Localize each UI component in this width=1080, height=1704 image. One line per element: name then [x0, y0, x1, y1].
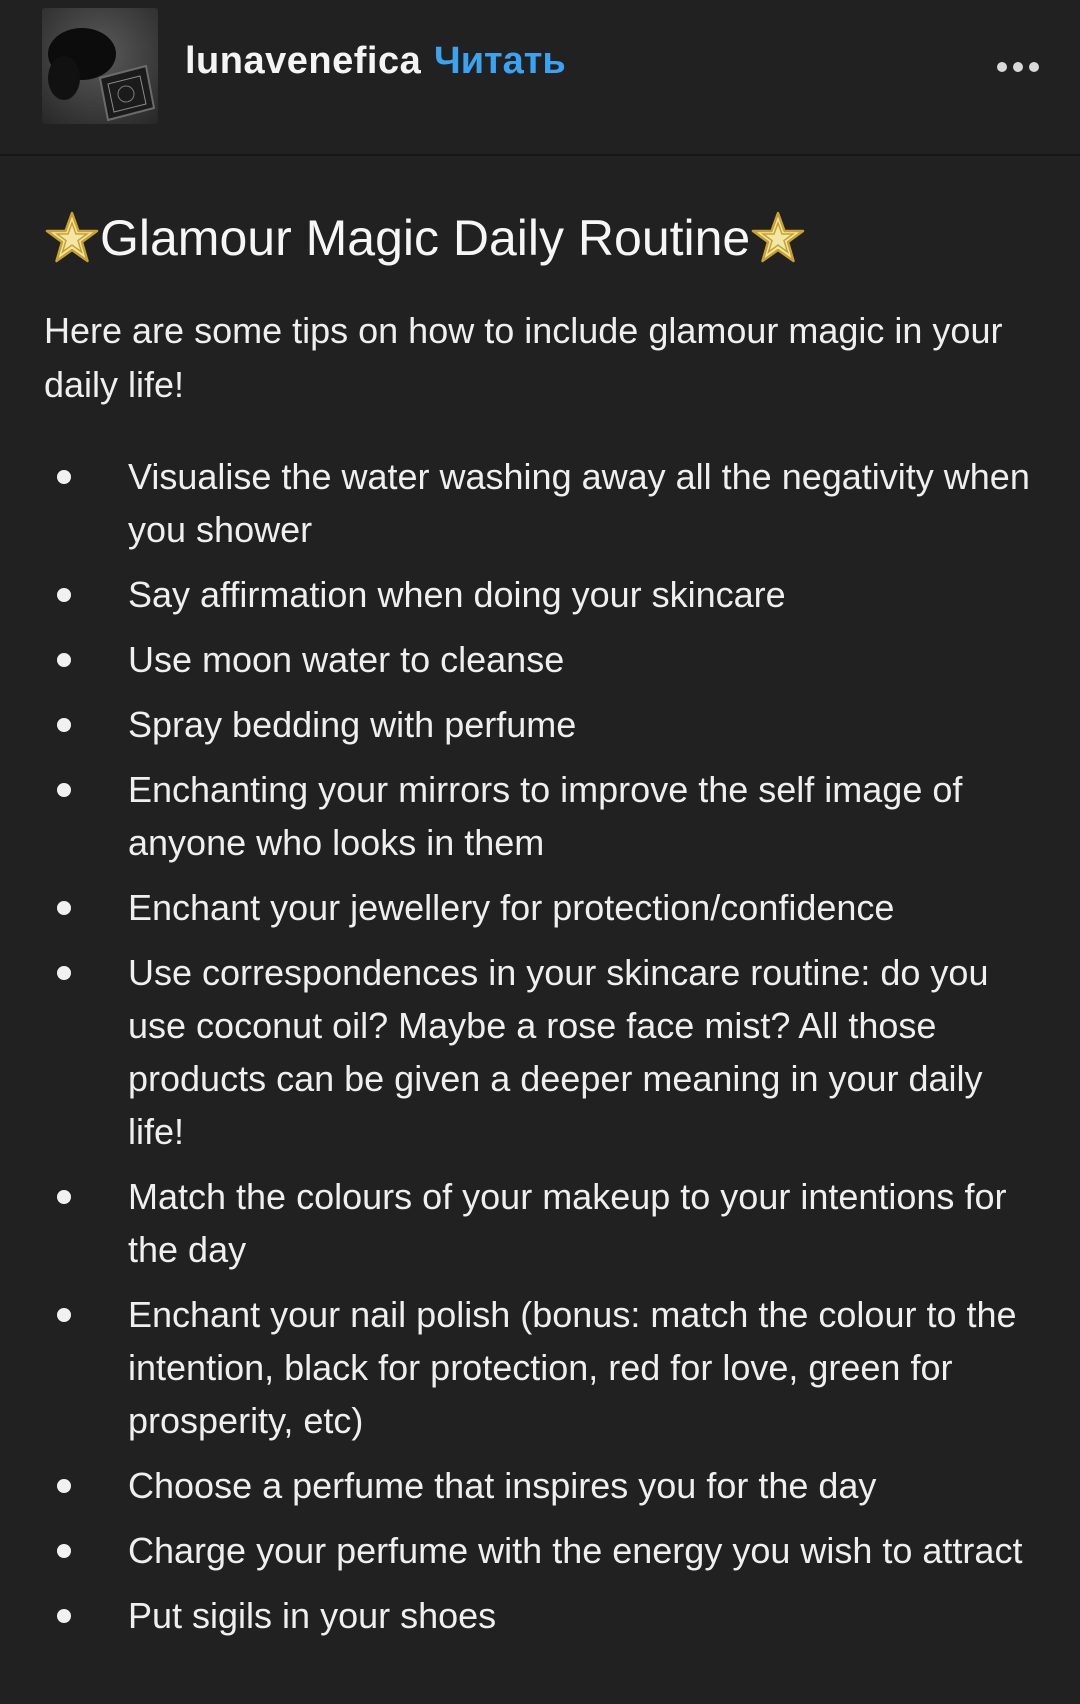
- more-horizontal-icon[interactable]: [996, 52, 1040, 82]
- bullet: [57, 718, 71, 732]
- list-item-text: Visualise the water washing away all the negativity when you shower: [128, 456, 1030, 550]
- list-item-text: Say affirmation when doing your skincare: [128, 574, 786, 615]
- username[interactable]: lunavenefica: [185, 40, 422, 82]
- bullet: [57, 901, 71, 915]
- avatar[interactable]: [42, 8, 158, 124]
- list-item: [44, 450, 1036, 556]
- pentagram-star-icon: [44, 210, 100, 266]
- list-item: [44, 763, 1036, 869]
- list-item: [44, 946, 1036, 1158]
- list-item: [44, 633, 1036, 686]
- list-item-text: Choose a perfume that inspires you for the day: [128, 1465, 877, 1506]
- post-body: [0, 208, 1080, 1642]
- list-item: [44, 1524, 1036, 1577]
- tips-list: [44, 450, 1036, 1642]
- post-title: [44, 208, 1036, 268]
- bullet: [57, 966, 71, 980]
- post-header: [0, 0, 1080, 156]
- bullet: [57, 1479, 71, 1493]
- list-item-text: Enchant your jewellery for protection/confidence: [128, 887, 895, 928]
- bullet: [57, 470, 71, 484]
- post-intro: Here are some tips on how to include glamour magic in your daily life!: [44, 310, 1003, 405]
- list-item-text: Charge your perfume with the energy you wish to attract: [128, 1530, 1023, 1571]
- bullet: [57, 1190, 71, 1204]
- list-item: [44, 1589, 1036, 1642]
- list-item: [44, 881, 1036, 934]
- pentagram-star-icon: [750, 210, 806, 266]
- list-item-text: Put sigils in your shoes: [128, 1595, 497, 1636]
- list-item-text: Use correspondences in your skincare routine: do you use coconut oil? Maybe a rose face mist? All those products can be given a deeper meaning in your daily life!: [128, 952, 989, 1152]
- bullet: [57, 653, 71, 667]
- follow-button[interactable]: Читать: [434, 40, 566, 82]
- list-item: [44, 568, 1036, 621]
- bullet: [57, 588, 71, 602]
- list-item-text: Spray bedding with perfume: [128, 704, 577, 745]
- bullet: [57, 1308, 71, 1322]
- list-item: [44, 698, 1036, 751]
- list-item-text: Enchant your nail polish (bonus: match the colour to the intention, black for protection, red for love, green for prosperity, etc): [128, 1294, 1017, 1441]
- list-item-text: Enchanting your mirrors to improve the self image of anyone who looks in them: [128, 769, 963, 863]
- list-item: [44, 1459, 1036, 1512]
- bullet: [57, 1609, 71, 1623]
- list-item: [44, 1288, 1036, 1447]
- post-title-text: Glamour Magic Daily Routine: [100, 210, 751, 266]
- list-item-text: Match the colours of your makeup to your intentions for the day: [128, 1176, 1007, 1270]
- bullet: [57, 1544, 71, 1558]
- list-item: [44, 1170, 1036, 1276]
- bullet: [57, 783, 71, 797]
- list-item-text: Use moon water to cleanse: [128, 639, 565, 680]
